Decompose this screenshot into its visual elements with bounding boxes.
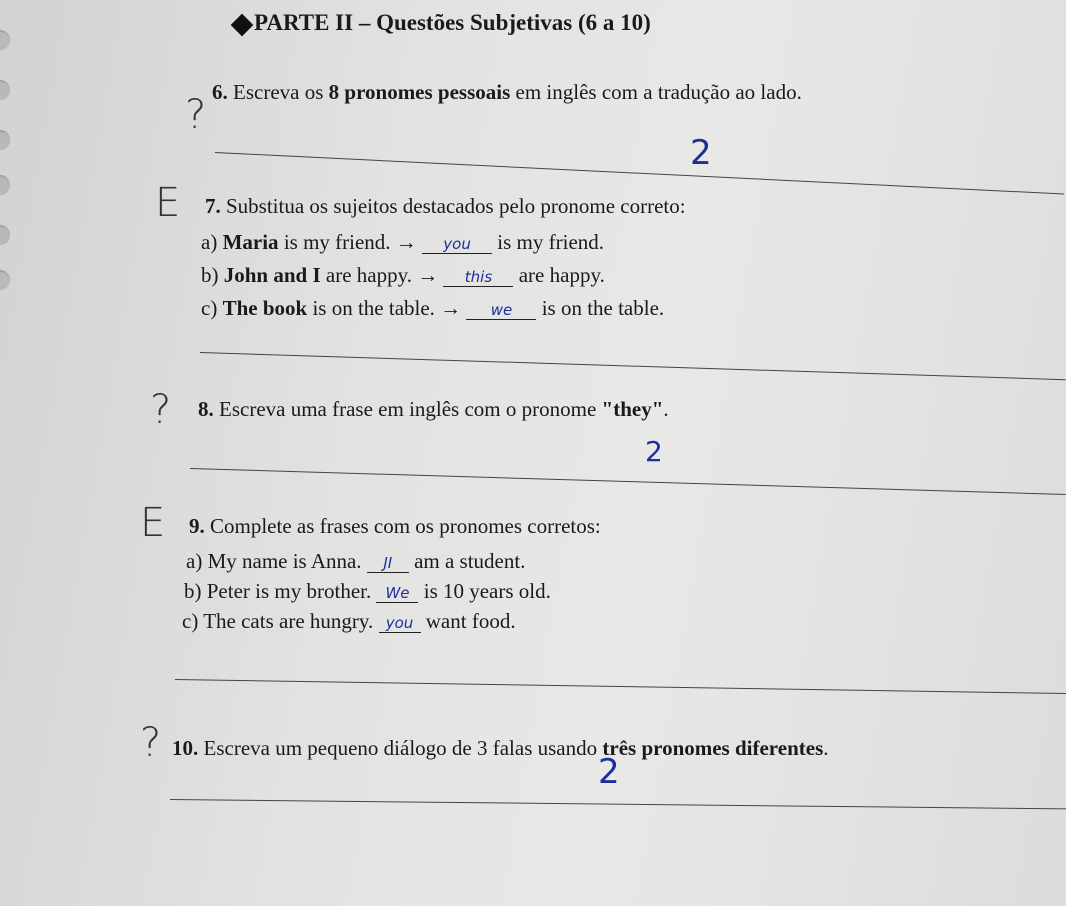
q7-text: Substitua os sujeitos destacados pelo pronome correto:: [226, 194, 686, 218]
q9-answer-a: JI: [367, 554, 409, 573]
section-header: PARTE II – Questões Subjetivas (6 a 10): [254, 10, 651, 35]
pencil-mark-q7: E: [155, 180, 181, 226]
pencil-mark-q9: E: [140, 500, 166, 546]
q10-answer-line: [170, 799, 1066, 809]
q9-answer-line: [175, 679, 1066, 694]
q7-answer-c: we: [466, 301, 536, 320]
q6-answer-line: [215, 152, 1064, 195]
q7-answer-b: this: [443, 268, 513, 287]
q8-number: 8.: [198, 397, 214, 421]
q7-item-b: b) John and I are happy. → this are happy.: [201, 263, 605, 287]
q9-answer-c: you: [379, 614, 421, 633]
q7-item-a: a) Maria is my friend. → you is my friend.: [201, 230, 605, 254]
q6-text-bold: 8 pronomes pessoais: [328, 80, 511, 104]
q8-grade: 2: [645, 435, 663, 468]
q9-number: 9.: [189, 514, 205, 538]
q7-answer-line: [200, 352, 1066, 380]
q6-grade: 2: [690, 133, 712, 173]
q7-item-c: c) The book is on the table. → we is on the table.: [201, 296, 665, 320]
pencil-mark-q10: ?: [140, 720, 162, 766]
q9-item-a: a) My name is Anna. JI am a student.: [186, 549, 526, 573]
question-8: 8. Escreva uma frase em inglês com o pronome "they".: [198, 397, 669, 421]
q7-number: 7.: [205, 194, 221, 218]
question-9: 9. Complete as frases com os pronomes corretos:: [189, 514, 601, 538]
q10-grade: 2: [598, 752, 620, 792]
q7-answer-a: you: [422, 235, 492, 254]
binder-holes: [0, 0, 20, 906]
q6-text-pre: Escreva os: [233, 80, 329, 104]
q6-text-post: em inglês com a tradução ao lado.: [510, 80, 802, 104]
q9-item-c: c) The cats are hungry. you want food.: [182, 609, 516, 633]
pencil-mark-q8: ?: [150, 387, 172, 433]
pencil-mark-q6: ?: [185, 92, 207, 138]
q9-item-b: b) Peter is my brother. We is 10 years old.: [184, 579, 551, 603]
q8-answer-line: [190, 468, 1066, 495]
question-7: [205, 194, 686, 219]
diamond-bullet-icon: [231, 14, 254, 37]
question-6: [212, 80, 802, 105]
question-10: 10. Escreva um pequeno diálogo de 3 falas usando três pronomes diferentes.: [172, 736, 829, 760]
q6-number: 6.: [212, 80, 228, 104]
q9-answer-b: We: [376, 584, 418, 603]
q10-number: 10.: [172, 736, 199, 760]
